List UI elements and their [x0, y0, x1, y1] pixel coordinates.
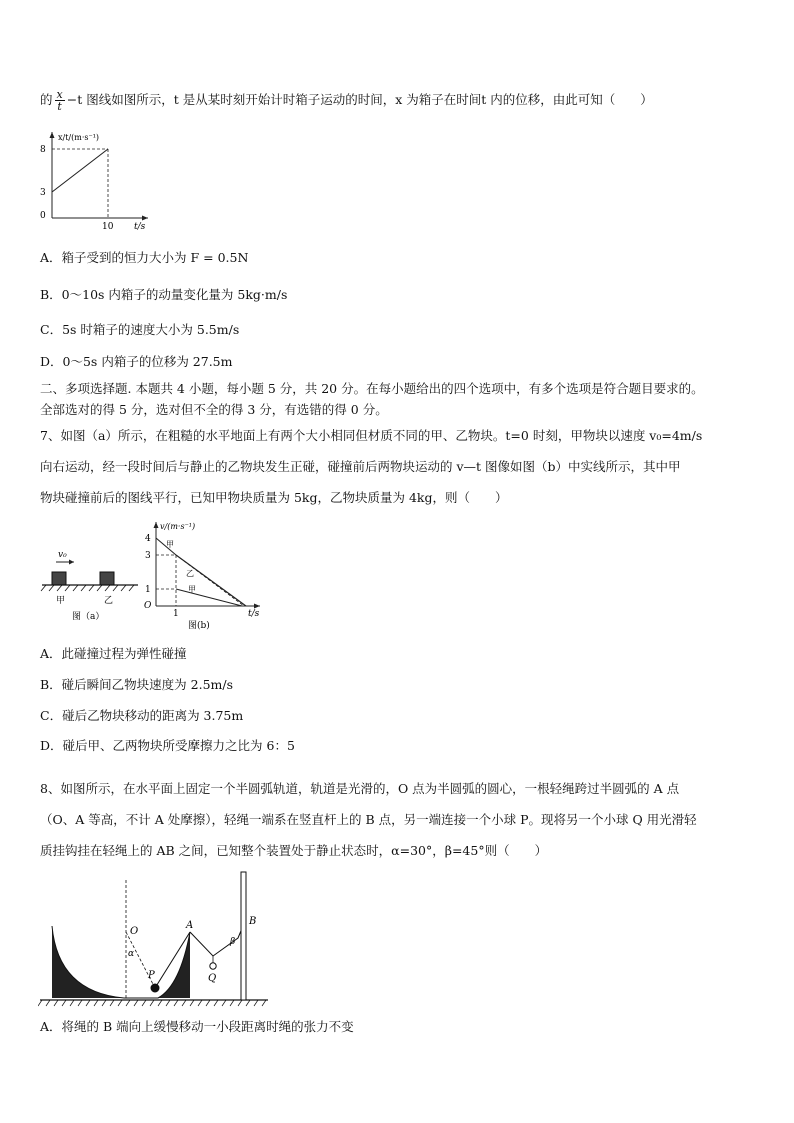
left-arc-block — [52, 926, 124, 998]
q7-origin: O — [144, 601, 152, 611]
q6-stem — [40, 89, 653, 112]
block-yi — [100, 572, 114, 585]
q6-option-c: C．5s 时箱子的速度大小为 5.5m/s — [40, 322, 240, 337]
section2-line2: 全部选对的得 5 分，选对但不全的得 3 分，有选错的得 0 分。 — [40, 402, 388, 417]
fraction-numerator: x — [56, 88, 63, 101]
q6-xt-graph — [36, 128, 156, 234]
v0-label: v₀ — [58, 550, 67, 560]
ball-p-label: P — [148, 970, 155, 981]
q8-stem-line1: 8、如图所示，在水平面上固定一个半圆弧轨道，轨道是光滑的，O 点为半圆弧的圆心，一根轻绳跨过半圆弧的 A 点 — [40, 781, 680, 796]
q7-tick-x1: 1 — [173, 609, 179, 619]
ball-p — [151, 984, 159, 992]
q6-tick-10: 10 — [102, 222, 114, 232]
q7-stem-line1: 7、如图（a）所示，在粗糙的水平地面上有两个大小相同但材质不同的甲、乙物块。t=0 时刻，甲物块以速度 v₀=4m/s — [40, 428, 703, 443]
q6-tick-0: 0 — [40, 211, 46, 221]
q8-figure — [38, 868, 278, 1010]
q7-figure-a — [38, 545, 148, 625]
q6-stem-prefix: 的 — [40, 92, 53, 107]
point-o-label: O — [130, 926, 139, 937]
jia-bottom-label: 甲 — [188, 585, 196, 594]
q8-stem-line2: （O、A 等高，不计 A 处摩擦），轻绳一端系在竖直杆上的 B 点，另一端连接一个小球 P。现将另一个小球 Q 用光滑轻 — [40, 812, 697, 827]
ground-hatch — [38, 1000, 266, 1006]
q6-x-axis-label: t/s — [134, 222, 146, 232]
q7-option-d: D．碰后甲、乙两物块所受摩擦力之比为 6：5 — [40, 738, 295, 753]
q7-option-b: B．碰后瞬间乙物块速度为 2.5m/s — [40, 677, 234, 692]
ground-hatch — [41, 585, 134, 591]
fig-a-caption: 图（a） — [72, 612, 105, 622]
q7-stem-line2: 向右运动，经一段时间后与静止的乙物块发生正碰，碰撞前后两物块运动的 v—t 图像如图（b）中实线所示，其中甲 — [40, 459, 681, 474]
alpha-label: α — [128, 949, 135, 959]
q6-y-axis-label: x/t/(m·s⁻¹) — [58, 133, 100, 142]
q6-option-a: A．箱子受到的恒力大小为 F = 0.5N — [40, 250, 249, 265]
ball-q — [210, 963, 216, 969]
q6-option-b: B．0～10s 内箱子的动量变化量为 5kg·m/s — [40, 287, 288, 302]
right-arc-block — [158, 932, 190, 998]
q7-option-a: A．此碰撞过程为弹性碰撞 — [40, 646, 187, 661]
q6-graph-line — [52, 149, 108, 192]
q6-stem-rest: −t 图线如图所示，t 是从某时刻开始计时箱子运动的时间，x 为箱子在时间t 内的位移，由此可知（ ） — [66, 92, 653, 107]
q7-y-axis-label: v/(m·s⁻¹) — [160, 522, 196, 531]
x-over-t-fraction — [55, 89, 65, 112]
q6-tick-3: 3 — [40, 188, 46, 198]
q7-figure-b — [140, 518, 270, 630]
q6-tick-8: 8 — [40, 145, 46, 155]
fig-b-caption: 图(b) — [188, 621, 210, 630]
beta-label: β — [230, 937, 236, 947]
q7-option-c: C．碰后乙物块移动的距离为 3.75m — [40, 708, 244, 723]
q7-tick-1: 1 — [145, 585, 151, 595]
q7-x-axis-label: t/s — [248, 609, 260, 619]
q7-stem-line3: 物块碰撞前后的图线平行，已知甲物块质量为 5kg，乙物块质量为 4kg，则（ ） — [40, 490, 508, 505]
q7-tick-4: 4 — [145, 534, 151, 544]
fraction-denominator: t — [57, 100, 62, 113]
point-a-label: A — [186, 920, 194, 931]
jia-top-label: 甲 — [166, 540, 174, 549]
q8-option-a: A．将绳的 B 端向上缓慢移动一小段距离时绳的张力不变 — [40, 1019, 354, 1034]
yi-label: 乙 — [104, 596, 114, 606]
velocity-arrow-icon — [69, 560, 74, 565]
q6-option-d: D．0～5s 内箱子的位移为 27.5m — [40, 354, 233, 369]
block-jia — [52, 572, 66, 585]
point-b-label: B — [249, 916, 257, 927]
q8-stem-line3: 质挂钩挂在轻绳上的 AB 之间，已知整个装置处于静止状态时，α=30°，β=45°则（ ） — [40, 843, 548, 858]
vertical-pole — [241, 872, 246, 1000]
section2-line1: 二、多项选择题. 本题共 4 小题，每小题 5 分，共 20 分。在每小题给出的四个选项中，有多个选项是符合题目要求的。 — [40, 381, 704, 396]
yi-curve-label: 乙 — [186, 569, 194, 578]
q7-tick-3: 3 — [145, 551, 151, 561]
jia-label: 甲 — [56, 596, 66, 606]
ball-q-label: Q — [208, 973, 217, 984]
